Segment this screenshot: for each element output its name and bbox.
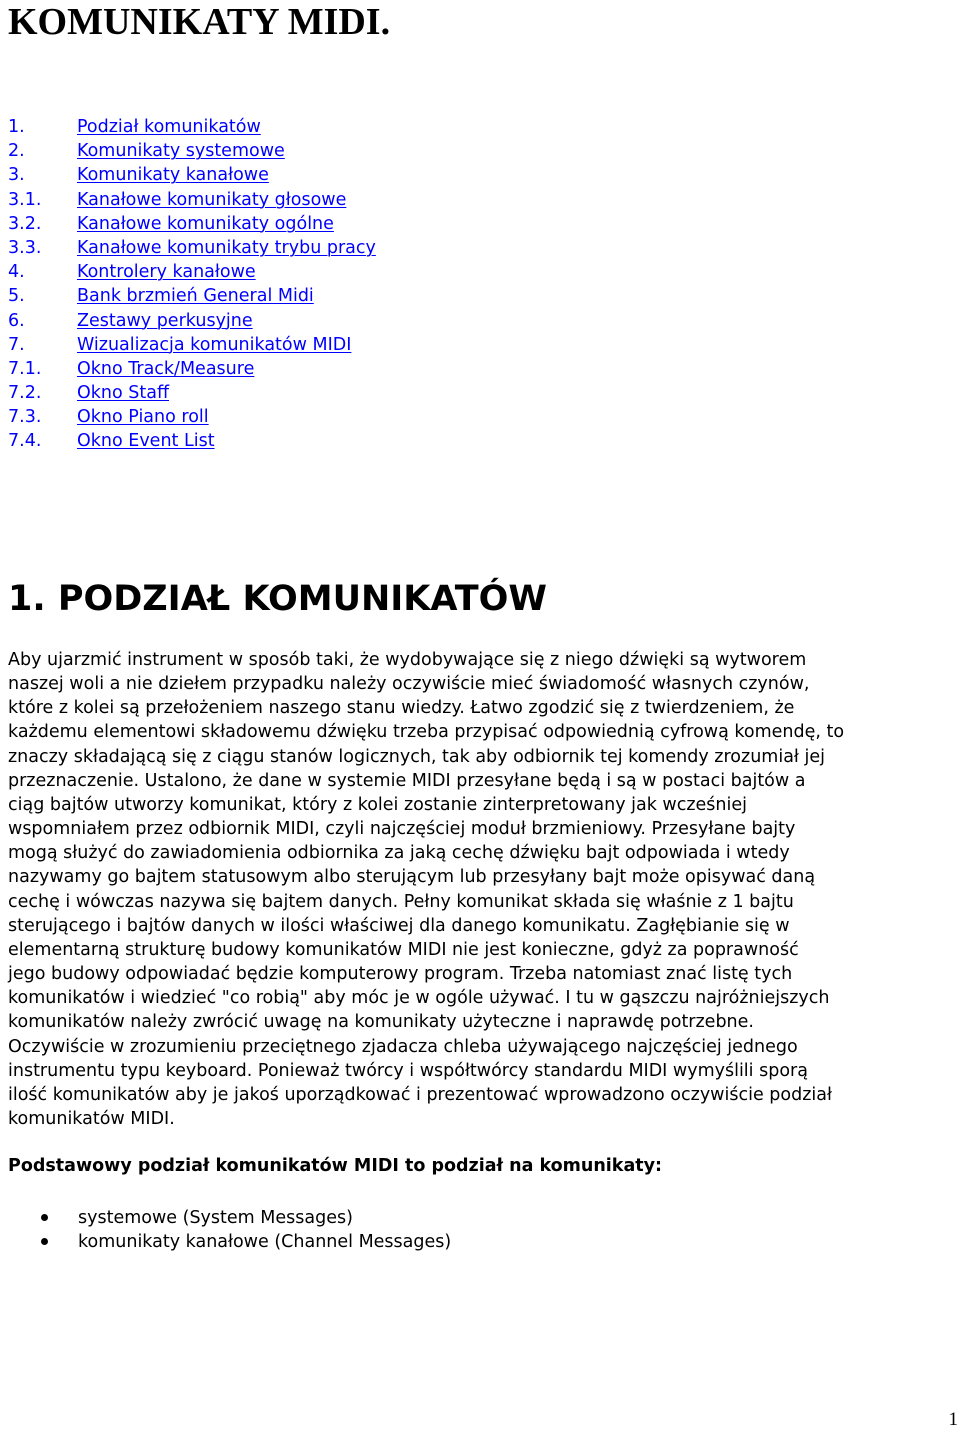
toc-label: Okno Piano roll (77, 407, 209, 428)
toc-item (8, 139, 376, 163)
toc-number: 3. (8, 165, 25, 186)
toc-number: 3.2. (8, 213, 42, 234)
toc-item (8, 333, 376, 357)
bullet-text: systemowe (System Messages) (78, 1208, 353, 1228)
toc-link[interactable] (8, 214, 334, 234)
body-paragraph: Aby ujarzmić instrument w sposób taki, że wydobywające się z niego dźwięki są wytworem naszej woli a nie dziełem przypadku należy oczywiście mieć świadomość własnych czynów, które z kolei są przełożeniem naszego stanu wiedzy. Łatwo zgodzić się z twierdzeniem, że każdemu elementowi składowemu dźwięku trzeba przypisać odpowiednią cyfrową komendę, to znaczy składającą się z ciągu stanów logicznych, tak aby odbiornik tej komendy zrozumiał jej przeznaczenie. Ustalono, że dane w systemie MIDI przesyłane będą i są w postaci bajtów a ciąg bajtów utworzy komunikat, który z kolei zostanie zinterpretowany jak wcześniej wspomniałem przez odbiornik MIDI, czyli najczęściej moduł brzmieniowy. Przesyłane bajty mogą służyć do zawiadomienia odbiornika za jaką cechę dźwięku bajt odpowiada i wtedy nazywamy go bajtem statusowym albo sterującym lub przesyłany bajt może opisywać daną cechę i wówczas nazywa się bajtem danych. Pełny komunikat składa się właśnie z 1 bajtu sterującego i bajtów danych w ilości właściwej dla danego komunikatu. Zagłębianie się w elementarną strukturę budowy komunikatów MIDI nie jest konieczne, gdyż za poprawność jego budowy odpowiadać będzie komputerowy program. Trzeba natomiast znać listę tych komunikatów i wiedzieć "co robią" aby móc je w ogóle używać. I tu w gąszczu najróżniejszych komunikatów należy zwrócić uwagę na komunikaty użyteczne i naprawdę potrzebne. Oczywiście w zrozumieniu przeciętnego zjadacza chleba używającego najczęściej jednego instrumentu typu keyboard. Ponieważ twórcy i współtwórcy standardu MIDI wymyślili sporą ilość komunikatów aby je jakoś uporządkować i prezentować wprowadzono oczywiście podział komunikatów MIDI. (8, 650, 845, 1129)
toc-item (8, 405, 376, 429)
toc-item (8, 284, 376, 308)
toc-label: Kanałowe komunikaty trybu pracy (77, 237, 376, 258)
toc-link[interactable] (8, 286, 314, 306)
toc-label: Kanałowe komunikaty głosowe (77, 189, 347, 210)
toc-item (8, 429, 376, 453)
bullet-icon (41, 1214, 48, 1221)
toc-number: 7.1. (8, 358, 42, 379)
table-of-contents (8, 115, 376, 454)
toc-number: 7.4. (8, 431, 42, 452)
subheading: Podstawowy podział komunikatów MIDI to podział na komunikaty: (8, 1156, 663, 1176)
toc-item (8, 163, 376, 187)
toc-label: Okno Event List (77, 431, 215, 452)
toc-item (8, 115, 376, 139)
toc-link[interactable] (8, 431, 215, 451)
toc-label: Bank brzmień General Midi (77, 286, 314, 307)
toc-label: Zestawy perkusyjne (77, 310, 253, 331)
bullet-item (0, 1206, 451, 1230)
toc-number: 4. (8, 262, 25, 283)
toc-label: Podział komunikatów (77, 117, 261, 137)
toc-link[interactable] (8, 238, 376, 258)
toc-link[interactable] (8, 311, 253, 331)
toc-number: 7.2. (8, 383, 42, 404)
page-number: 1 (948, 1409, 958, 1430)
toc-label: Komunikaty kanałowe (77, 165, 269, 186)
toc-link[interactable] (8, 117, 261, 137)
toc-link[interactable] (8, 359, 254, 379)
toc-label: Okno Track/Measure (77, 358, 255, 379)
toc-item (8, 357, 376, 381)
toc-label: Okno Staff (77, 383, 170, 404)
toc-link[interactable] (8, 407, 209, 427)
toc-number: 7. (8, 334, 25, 355)
bullet-text: komunikaty kanałowe (Channel Messages) (78, 1232, 452, 1252)
toc-number: 5. (8, 286, 25, 307)
toc-number: 3.1. (8, 189, 42, 210)
section-heading: 1. PODZIAŁ KOMUNIKATÓW (8, 579, 548, 619)
toc-item (8, 188, 376, 212)
toc-label: Komunikaty systemowe (77, 141, 285, 162)
toc-link[interactable] (8, 190, 346, 210)
toc-link[interactable] (8, 335, 351, 355)
document-title: KOMUNIKATY MIDI. (8, 1, 391, 43)
toc-number: 1. (8, 117, 25, 137)
toc-label: Kontrolery kanałowe (77, 262, 256, 283)
toc-item (8, 236, 376, 260)
bullet-item (0, 1230, 451, 1254)
toc-item (8, 381, 376, 405)
toc-link[interactable] (8, 383, 169, 403)
toc-number: 6. (8, 310, 25, 331)
toc-item (8, 309, 376, 333)
toc-link[interactable] (8, 165, 269, 185)
toc-item (8, 212, 376, 236)
toc-link[interactable] (8, 141, 285, 161)
toc-number: 7.3. (8, 407, 42, 428)
toc-link[interactable] (8, 262, 256, 282)
bullet-list (0, 1206, 451, 1254)
toc-number: 3.3. (8, 237, 42, 258)
bullet-icon (41, 1238, 48, 1245)
toc-item (8, 260, 376, 284)
toc-label: Kanałowe komunikaty ogólne (77, 213, 334, 234)
toc-label: Wizualizacja komunikatów MIDI (77, 334, 352, 355)
toc-number: 2. (8, 141, 25, 162)
